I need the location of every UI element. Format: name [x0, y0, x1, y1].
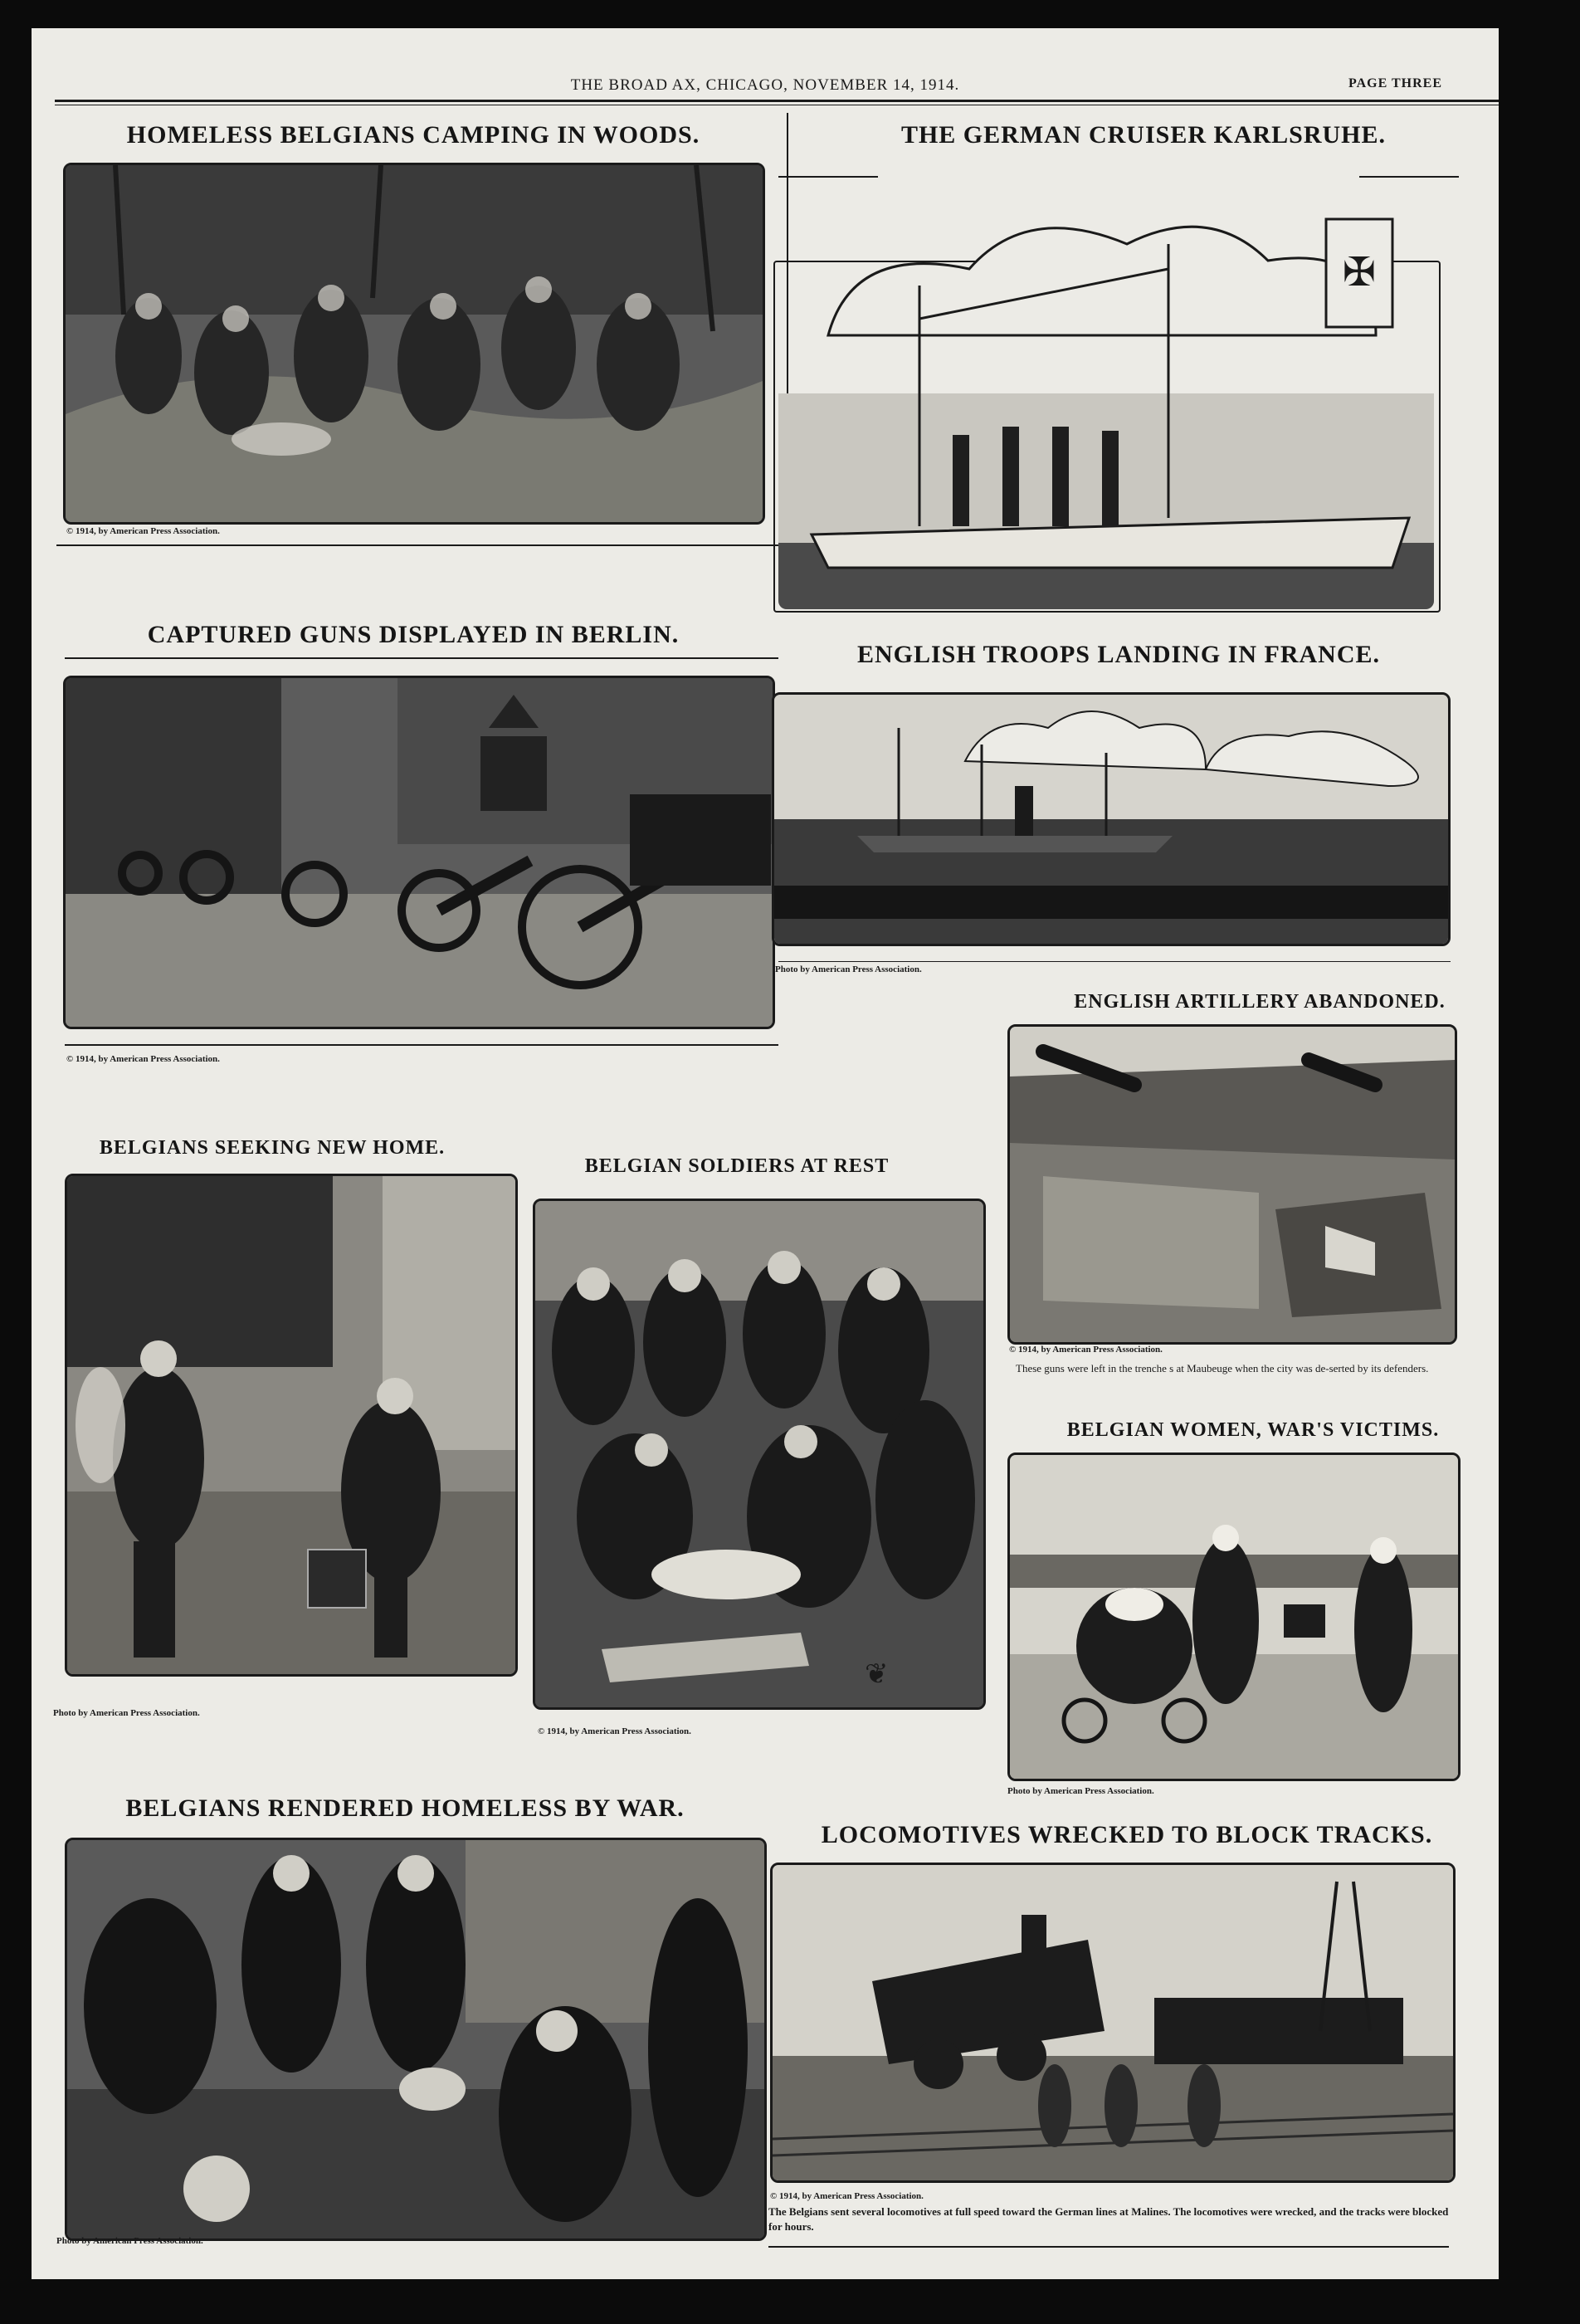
guns-rule-bottom: [65, 1044, 778, 1046]
photo-german-cruiser: [778, 194, 1434, 609]
locomotives-rule-bottom: [768, 2246, 1449, 2248]
caption-locomotives: The Belgians sent several locomotives at full speed toward the German lines at Malines. The locomotives were wrecked, and the tracks were blocked for hours.: [768, 2205, 1449, 2233]
troops-rule-bottom: [778, 961, 1451, 962]
photo-homeless-camping: [63, 163, 765, 525]
photo-artillery: [1007, 1024, 1457, 1345]
headline-locomotives: LOCOMOTIVES WRECKED TO BLOCK TRACKS.: [821, 1821, 1433, 1848]
masthead-title: THE BROAD AX, CHICAGO, NOVEMBER 14, 1914.: [570, 76, 960, 94]
photo-english-troops: [772, 692, 1451, 946]
masthead-rule: [55, 100, 1499, 102]
cruiser-rule-left: [778, 176, 878, 178]
credit-seeking-home: Photo by American Press Association.: [53, 1708, 200, 1718]
headline-english-troops: ENGLISH TROOPS LANDING IN FRANCE.: [856, 641, 1381, 668]
credit-english-troops: Photo by American Press Association.: [775, 964, 922, 974]
credit-artillery: © 1914, by American Press Association.: [1009, 1345, 1163, 1355]
headline-soldiers-rest: BELGIAN SOLDIERS AT REST: [584, 1155, 890, 1177]
credit-soldiers-rest: © 1914, by American Press Association.: [538, 1726, 691, 1736]
headline-women-victims: BELGIAN WOMEN, WAR'S VICTIMS.: [1066, 1419, 1440, 1441]
headline-rendered-homeless: BELGIANS RENDERED HOMELESS BY WAR.: [125, 1794, 685, 1822]
cruiser-rule-right: [1359, 176, 1459, 178]
guns-rule: [65, 657, 778, 659]
credit-women-victims: Photo by American Press Association.: [1007, 1786, 1154, 1796]
credit-locomotives: © 1914, by American Press Association.: [770, 2191, 924, 2201]
photo-locomotives: [770, 1863, 1456, 2183]
photo-rendered-homeless: [65, 1838, 767, 2241]
headline-artillery: ENGLISH ARTILLERY ABANDONED.: [1074, 991, 1446, 1013]
photo-women-victims: [1007, 1452, 1461, 1781]
caption-artillery: These guns were left in the trenche s at Maubeuge when the city was de-serted by its defenders.: [1016, 1362, 1429, 1374]
headline-homeless-camping: HOMELESS BELGIANS CAMPING IN WOODS.: [126, 121, 700, 149]
headline-seeking-home: BELGIANS SEEKING NEW HOME.: [99, 1137, 446, 1159]
credit-captured-guns: © 1914, by American Press Association.: [66, 1054, 220, 1064]
page-number: PAGE THREE: [1348, 76, 1442, 90]
scroll-ornament-icon: ❦: [865, 1658, 889, 1691]
headline-german-cruiser: THE GERMAN CRUISER KARLSRUHE.: [900, 121, 1387, 149]
photo-soldiers-rest: [533, 1199, 986, 1710]
credit-rendered-homeless: Photo by American Press Association.: [56, 2236, 203, 2246]
credit-homeless-camping: © 1914, by American Press Association.: [66, 526, 220, 536]
headline-captured-guns: CAPTURED GUNS DISPLAYED IN BERLIN.: [147, 621, 680, 648]
newspaper-page: [32, 28, 1499, 2279]
svg-text:✠: ✠: [1342, 249, 1377, 295]
photo-captured-guns: [63, 676, 775, 1029]
masthead: [32, 76, 1499, 101]
photo-seeking-home: [65, 1174, 518, 1677]
